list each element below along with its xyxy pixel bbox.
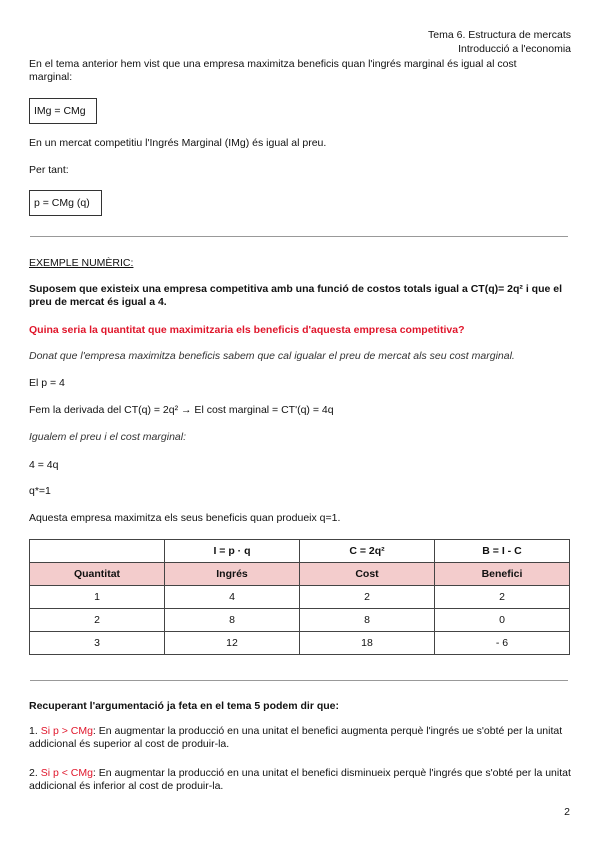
table-cell: I = p · q — [165, 540, 300, 563]
intro-paragraph: En el tema anterior hem vist que una empresa maximitza beneficis quan l'ingrés marginal és igual al cost marginal: — [29, 58, 517, 83]
recap-title: Recuperant l'argumentació ja feta en el tema 5 podem dir que: — [29, 700, 339, 712]
recap-item-1 — [29, 725, 574, 751]
table-cell: 1 — [30, 586, 165, 609]
recap-item-2 — [29, 767, 574, 793]
example-result: q*=1 — [29, 485, 51, 497]
per-tant-text: Per tant: — [29, 164, 69, 176]
example-title: EXEMPLE NUMÈRIC: — [29, 257, 134, 269]
formula-box-img-cmg: IMg = CMg — [29, 98, 97, 124]
example-price: El p = 4 — [29, 377, 65, 389]
table-formula-row — [30, 540, 570, 563]
formula-box-p-cmg: p = CMg (q) — [29, 190, 102, 216]
table-row — [30, 609, 570, 632]
table-cell: 3 — [30, 632, 165, 655]
table-cell: 8 — [165, 609, 300, 632]
recap-item-1-text: : En augmentar la producció en una unitat el benefici augmenta perquè l'ingrés ue s'obté per la unitat addicional és superior al cost de produir-la. — [29, 725, 563, 750]
table-cell: 12 — [165, 632, 300, 655]
example-conclusion: Aquesta empresa maximitza els seus beneficis quan produeix q=1. — [29, 512, 341, 524]
page-number: 2 — [564, 806, 570, 818]
table-cell: 2 — [435, 586, 570, 609]
recap-item-1-number: 1. — [29, 725, 41, 737]
table-cell: 8 — [300, 609, 435, 632]
table-header-cell: Quantitat — [30, 563, 165, 586]
example-italic-note: Donat que l'empresa maximitza beneficis sabem que cal igualar el preu de mercat als seu cost marginal. — [29, 350, 515, 362]
table-header-row — [30, 563, 570, 586]
recap-item-2-text: : En augmentar la producció en una unitat el benefici disminueix perquè l'ingrés que s'obté per la unitat addicional és inferior al cost de produir-la. — [29, 767, 571, 792]
table-cell: C = 2q² — [300, 540, 435, 563]
header-topic: Tema 6. Estructura de mercats — [428, 29, 571, 41]
table-cell: - 6 — [435, 632, 570, 655]
table-row — [30, 586, 570, 609]
table-cell — [30, 540, 165, 563]
competitive-text: En un mercat competitiu l'Ingrés Marginal (IMg) és igual al preu. — [29, 137, 327, 149]
recap-item-2-number: 2. — [29, 767, 41, 779]
section-divider — [30, 236, 568, 237]
table-header-cell: Benefici — [435, 563, 570, 586]
example-italic-equate: Igualem el preu i el cost marginal: — [29, 431, 186, 443]
header-course: Introducció a l'economia — [458, 43, 571, 55]
table-cell: 0 — [435, 609, 570, 632]
table-cell: 2 — [30, 609, 165, 632]
profit-table — [29, 539, 570, 655]
example-equation: 4 = 4q — [29, 459, 59, 471]
table-row — [30, 632, 570, 655]
recap-item-1-condition: Si p > CMg — [40, 725, 93, 737]
example-statement: Suposem que existeix una empresa competitiva amb una funció de costos totals igual a CT(q)= 2q² i que el preu de mercat és igual a 4. — [29, 283, 562, 308]
example-derivative: Fem la derivada del CT(q) = 2q² → El cost marginal = CT'(q) = 4q — [29, 404, 334, 416]
table-cell: 4 — [165, 586, 300, 609]
table-header-cell: Cost — [300, 563, 435, 586]
table-cell: 2 — [300, 586, 435, 609]
section-divider — [30, 680, 568, 681]
recap-item-2-condition: Si p < CMg — [40, 767, 93, 779]
table-header-cell: Ingrés — [165, 563, 300, 586]
example-question: Quina seria la quantitat que maximitzaria els beneficis d'aquesta empresa competitiva? — [29, 324, 465, 336]
table-cell: B = I - C — [435, 540, 570, 563]
table-cell: 18 — [300, 632, 435, 655]
